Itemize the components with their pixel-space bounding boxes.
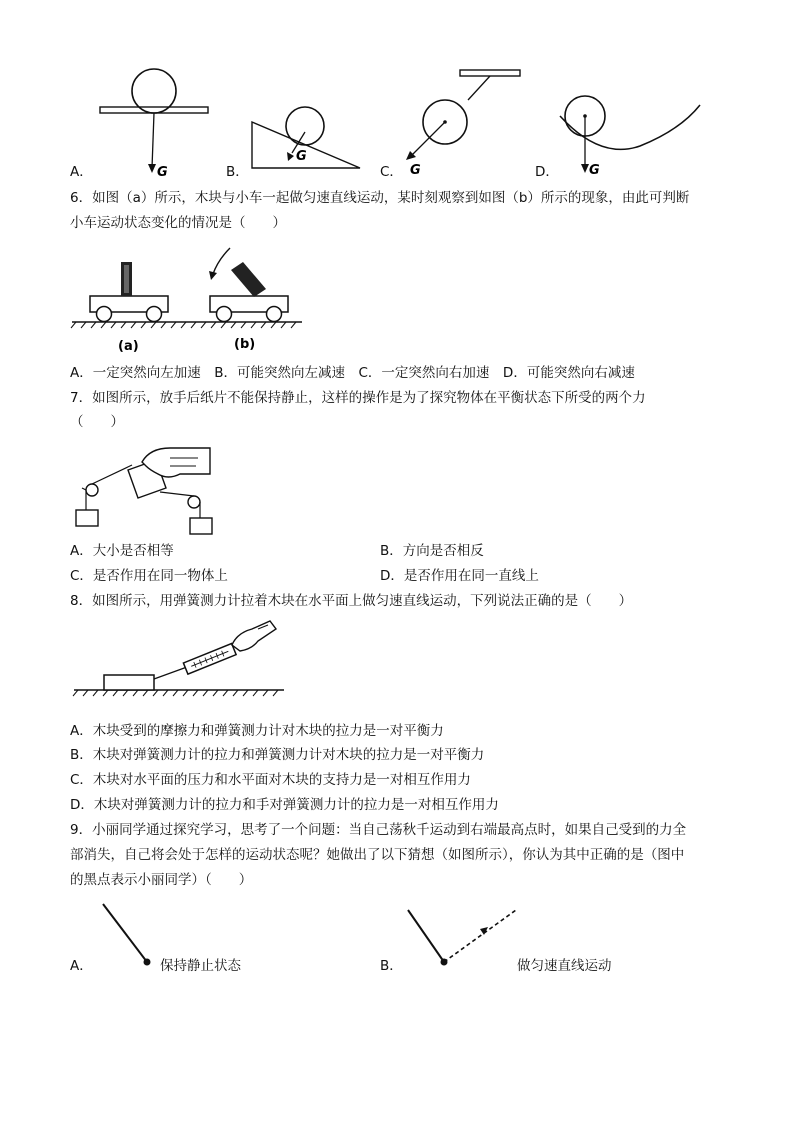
- q5-option-c: C．: [380, 164, 403, 180]
- q9-option-a: A．: [70, 958, 93, 974]
- q7-option-d: D．是否作用在同一直线上: [380, 568, 539, 584]
- q9-option-b: B．: [380, 958, 403, 974]
- q7-option-c: C．是否作用在同一物体上: [70, 568, 228, 584]
- q7-option-a: A．大小是否相等: [70, 543, 174, 559]
- q9a-person-dot: [144, 959, 151, 966]
- q5-figure-b: [252, 107, 360, 168]
- q9-option-a-caption: 保持静止状态: [160, 958, 241, 974]
- q9-figure-b: [400, 898, 525, 973]
- q5-option-b: B．: [226, 164, 249, 180]
- q6-stem-line2: 小车运动状态变化的情况是（ ）: [70, 215, 286, 231]
- q7-stem-line1: 7．如图所示，放手后纸片不能保持静止，这样的操作是为了探究物体在平衡状态下所受的两个力: [70, 390, 646, 406]
- q5d-g-label: G: [589, 163, 600, 178]
- q8-option-a: A．木块受到的摩擦力和弹簧测力计对木块的拉力是一对平衡力: [70, 723, 444, 739]
- q8-option-b: B．木块对弹簧测力计的拉力和弹簧测力计对木块的拉力是一对平衡力: [70, 747, 485, 763]
- q5-option-a: A．: [70, 164, 93, 180]
- q5-figure-a: [100, 69, 208, 180]
- q5a-g-label: G: [157, 165, 168, 180]
- q6-fig-b-label: (b): [234, 337, 256, 352]
- q5-figure-d: [560, 96, 700, 178]
- q7-option-b: B．方向是否相反: [380, 543, 484, 559]
- q9-option-b-caption: 做匀速直线运动: [517, 958, 612, 974]
- q5-option-d: D．: [535, 164, 559, 180]
- q8-option-c: C．木块对水平面的压力和水平面对木块的支持力是一对相互作用力: [70, 772, 471, 788]
- q5-figure-c: [406, 70, 520, 178]
- q8-stem: 8．如图所示，用弹簧测力计拉着木块在水平面上做匀速直线运动，下列说法正确的是（ ）: [70, 593, 633, 609]
- q9-stem-line1: 9．小丽同学通过探究学习，思考了一个问题：当自己荡秋千运动到右端最高点时，如果自己受到的力全: [70, 822, 687, 838]
- q6-cart-a: [90, 262, 168, 322]
- q7-figure: [70, 440, 230, 535]
- q8-figure: [72, 615, 292, 710]
- q5c-g-label: G: [410, 163, 421, 178]
- q5b-g-label: G: [296, 149, 307, 164]
- q6-stem-line1: 6．如图（a）所示，木块与小车一起做匀速直线运动，某时刻观察到如图（b）所示的现象，由此可判断: [70, 190, 690, 206]
- q9-stem-line3: 的黑点表示小丽同学）（ ）: [70, 872, 253, 888]
- q8-option-d: D．木块对弹簧测力计的拉力和手对弹簧测力计的拉力是一对相互作用力: [70, 797, 499, 813]
- q9-figure-a: [95, 898, 165, 973]
- q6-options: A．一定突然向左加速 B．可能突然向左减速 C．一定突然向右加速 D．可能突然向右减速: [70, 365, 635, 381]
- q7-stem-line2: （ ）: [70, 414, 124, 430]
- q9-stem-line2: 部消失，自己将会处于怎样的运动状态呢？她做出了以下猜想（如图所示），你认为其中正确的是（图中: [70, 847, 685, 863]
- q6-cart-b: [209, 248, 288, 322]
- q6-figure: [70, 240, 310, 355]
- q6-fig-a-label: (a): [118, 339, 139, 354]
